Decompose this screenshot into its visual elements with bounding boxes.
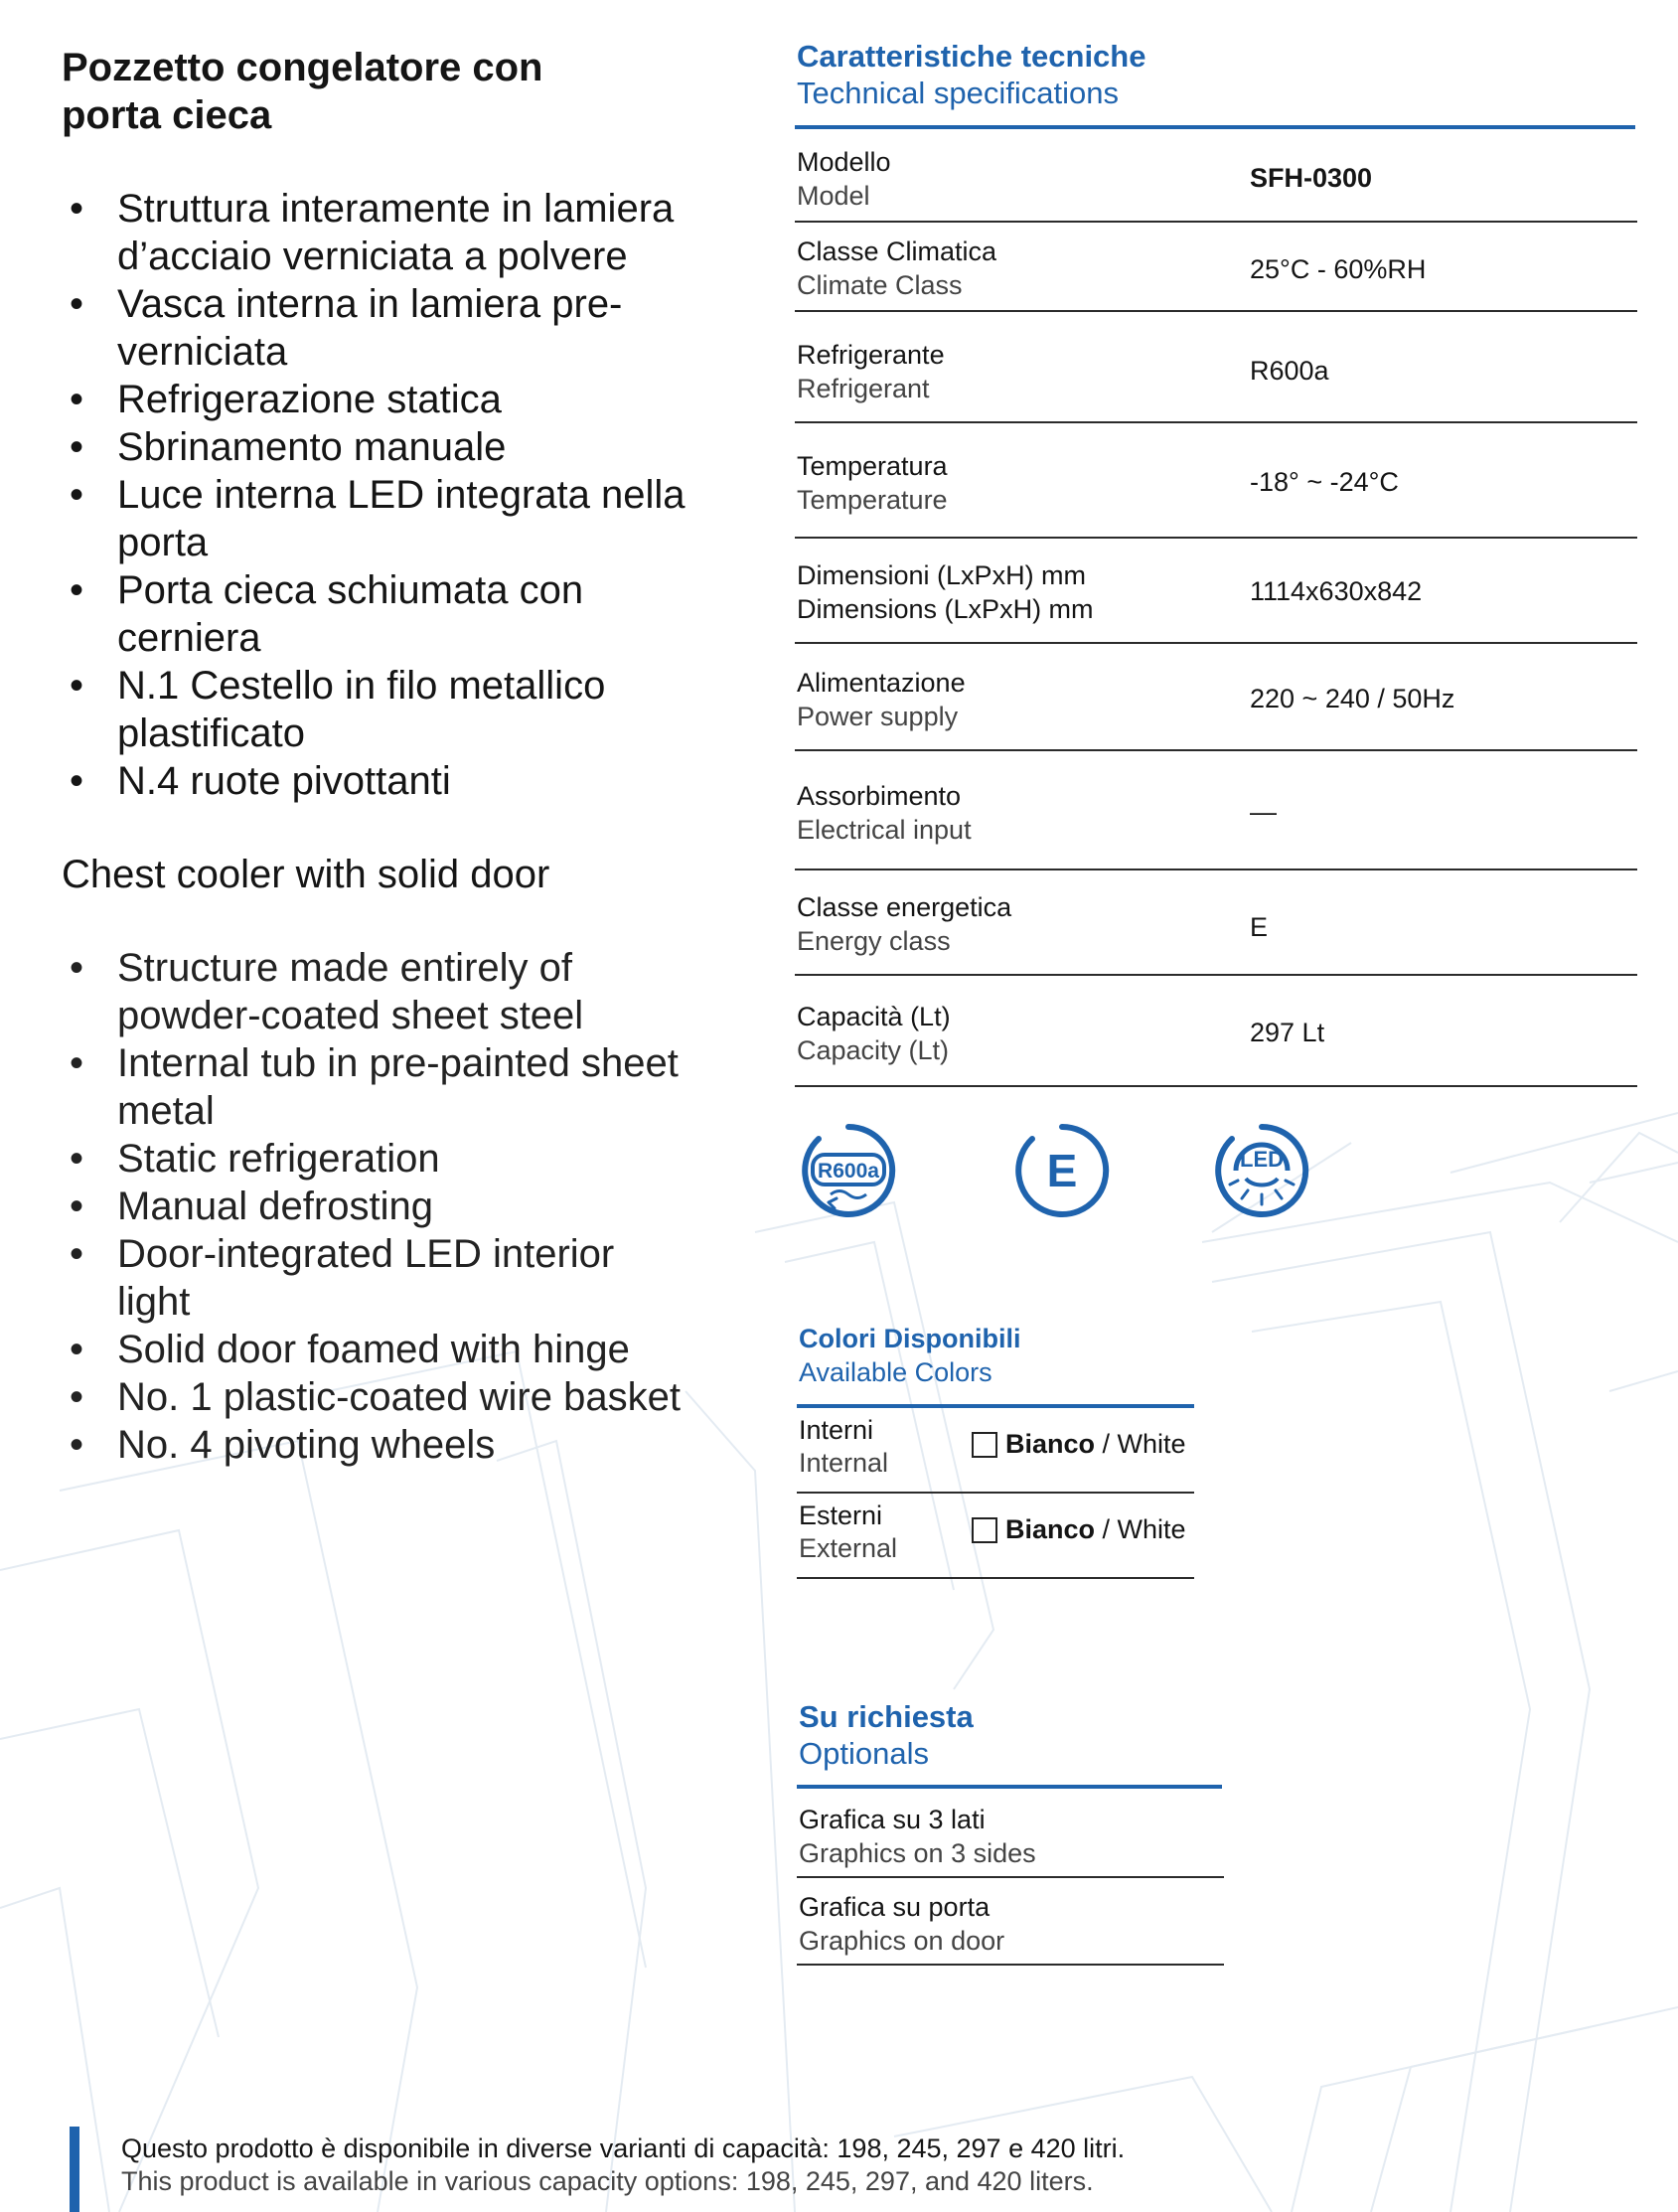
spec-row-dimensions: Dimensioni (LxPxH) mm Dimensions (LxPxH) mm 1114x630x842 — [795, 539, 1637, 644]
list-item: • Refrigerazione statica — [70, 378, 502, 421]
spec-row-temperature: Temperatura Temperature -18° ~ -24°C — [795, 423, 1637, 539]
list-item: • Sbrinamento manuale — [70, 425, 507, 469]
list-item: • Vasca interna in lamiera pre-verniciata — [70, 282, 623, 374]
list-item: • No. 4 pivoting wheels — [70, 1423, 496, 1467]
footer-accent-bar — [70, 2127, 79, 2212]
spec-heading-it: Caratteristiche tecniche — [797, 39, 1146, 74]
led-light-icon — [1214, 1123, 1309, 1218]
list-item: • Luce interna LED integrata nella porta — [70, 473, 686, 564]
spec-row-refrigerant: Refrigerante Refrigerant R600a — [795, 312, 1637, 423]
list-item: • Structure made entirely of powder-coated sheet steel — [70, 946, 584, 1037]
spec-row-capacity: Capacità (Lt) Capacity (Lt) 297 Lt — [795, 976, 1637, 1087]
spec-heading — [797, 38, 1145, 111]
color-row-external: Esterni External Bianco / White — [797, 1494, 1194, 1579]
list-item: • Solid door foamed with hinge — [70, 1328, 630, 1371]
description-column — [62, 44, 697, 1469]
list-item: • Manual defrosting — [70, 1185, 433, 1228]
list-item: • No. 1 plastic-coated wire basket — [70, 1375, 681, 1419]
spec-row-electrical-input: Assorbimento Electrical input — — [795, 751, 1637, 870]
spec-table — [795, 129, 1637, 1087]
svg-text:E: E — [1046, 1145, 1078, 1196]
capacity-note: Questo prodotto è disponibile in diverse varianti di capacità: 198, 245, 297 e 420 litri. This product is available in various capacity options: 198, 245, 297, and 420 liters. — [121, 2133, 1126, 2196]
colors-heading: Colori Disponibili Available Colors — [799, 1324, 1021, 1387]
spec-row-climate-class: Classe Climatica Climate Class 25°C - 60%RH — [795, 223, 1637, 312]
list-item: • Static refrigeration — [70, 1137, 440, 1181]
color-row-internal: Interni Internal Bianco / White — [797, 1408, 1194, 1494]
product-title-it: Pozzetto congelatore con porta cieca — [62, 46, 543, 137]
feature-list-it — [62, 185, 697, 805]
color-checkbox-external[interactable] — [972, 1517, 997, 1543]
list-item: • Door-integrated LED interior light — [70, 1232, 615, 1324]
spec-heading-en: Technical specifications — [797, 76, 1119, 110]
list-item: • Struttura interamente in lamiera d’acciaio verniciata a polvere — [70, 187, 675, 278]
r600a-refrigerant-icon — [801, 1123, 896, 1218]
optional-row-graphics-3-sides: Grafica su 3 lati Graphics on 3 sides — [797, 1793, 1224, 1878]
optionals-heading: Su richiesta Optionals — [799, 1699, 974, 1771]
svg-text:R600a: R600a — [818, 1160, 879, 1183]
list-item: • N.1 Cestello in filo metallico plastificato — [70, 664, 606, 755]
energy-class-e-icon — [1014, 1123, 1110, 1218]
svg-text:LED: LED — [1240, 1147, 1284, 1172]
list-item: • Porta cieca schiumata con cerniera — [70, 568, 584, 660]
spec-row-energy-class: Classe energetica Energy class E — [795, 870, 1637, 976]
spec-row-power-supply: Alimentazione Power supply 220 ~ 240 / 50Hz — [795, 644, 1637, 751]
product-title-en: Chest cooler with solid door — [62, 853, 550, 896]
model-value: SFH-0300 — [1250, 163, 1373, 193]
spec-row-model: Modello Model SFH-0300 — [795, 129, 1637, 223]
color-checkbox-internal[interactable] — [972, 1432, 997, 1458]
optional-row-graphics-door: Grafica su porta Graphics on door — [797, 1880, 1224, 1966]
optionals-heading-rule — [797, 1785, 1222, 1789]
list-item: • N.4 ruote pivottanti — [70, 759, 451, 803]
list-item: • Internal tub in pre-painted sheet metal — [70, 1041, 679, 1133]
feature-list-en — [62, 944, 697, 1469]
